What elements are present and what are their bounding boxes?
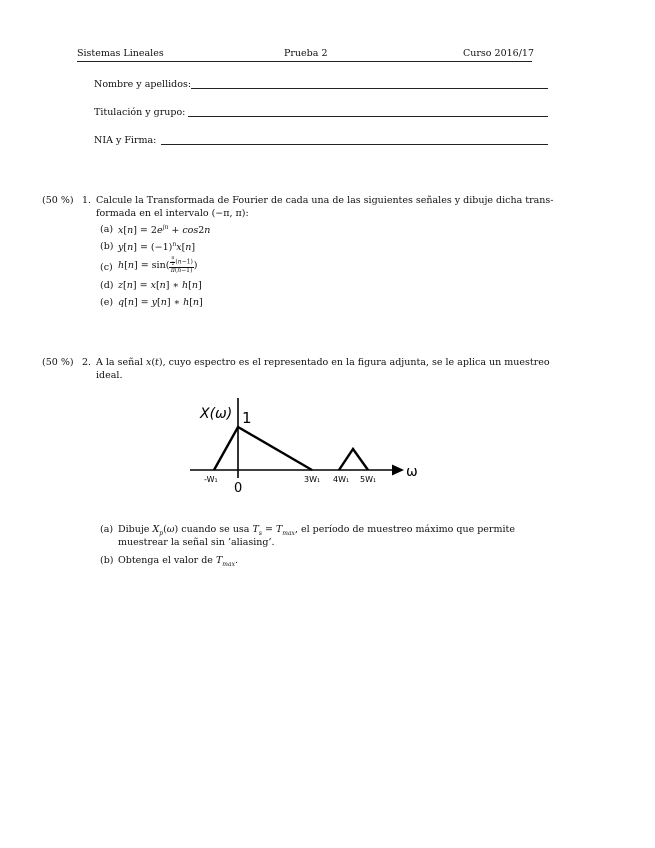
name-field-label: Nombre y apellidos: <box>94 79 192 90</box>
q1-item-b-expr: $y[n] = (-1)^nx[n]$ <box>118 241 196 254</box>
q1-statement-line1: Calcule la Transformada de Fourier de cada una de las siguientes señales y dibuje dicha trans- <box>96 195 554 206</box>
course-name: Sistemas Lineales <box>77 48 164 59</box>
nia-field-label: NIA y Firma: <box>94 135 157 146</box>
q1-item-a-tag: (a) <box>100 224 114 235</box>
name-field-line[interactable] <box>191 88 548 89</box>
spectrum-main-triangle <box>214 427 312 470</box>
tick-label-4w1: 4W₁ <box>333 475 350 484</box>
course-year: Curso 2016/17 <box>463 48 535 59</box>
tick-label-zero: 0 <box>234 481 243 496</box>
q2-item-a-tag: (a) <box>100 524 114 535</box>
figure-ylabel: X(ω) <box>200 406 233 422</box>
q1-item-a-expr: $x[n] = 2e^{jn} + \cos 2n$ <box>118 224 211 237</box>
degree-field-line[interactable] <box>188 116 548 117</box>
q1-item-d-tag: (d) <box>100 280 114 291</box>
q2-statement-line1: A la señal x(t), cuyo espectro es el representado en la figura adjunta, se le aplica un muestreo <box>96 357 550 368</box>
header-rule <box>77 61 532 62</box>
q1-item-d-expr: z[n] = x[n] ∗ h[n] <box>118 280 202 291</box>
figure-peak-label: 1 <box>242 409 252 427</box>
q1-item-e-expr: q[n] = y[n] ∗ h[n] <box>118 297 203 308</box>
q1-item-c-expr: h[n] = sin( $\frac{\pi}{2}$ (n−1) π(n−1) ) <box>118 256 198 274</box>
q1-statement-line2: formada en el intervalo (−π, π): <box>96 208 249 219</box>
q2-statement-line2: ideal. <box>96 370 123 381</box>
nia-field-line[interactable] <box>161 144 548 145</box>
degree-field-label: Titulación y grupo: <box>94 107 186 118</box>
q2-item-a-line2: muestrear la señal sin ’aliasing’. <box>118 537 275 548</box>
spectrum-small-triangle <box>339 449 368 470</box>
x-axis-arrow-icon <box>392 465 404 476</box>
q2-number: 2. <box>82 357 92 368</box>
tick-label-3w1: 3W₁ <box>304 475 321 484</box>
q1-item-c-tag: (c) <box>100 262 113 273</box>
q2-item-a-line1: Dibuje $X_p(\omega)$ cuando se usa $T_s = T_{max}$, el período de muestreo máximo que permite <box>118 524 515 537</box>
q1-item-e-tag: (e) <box>100 297 114 308</box>
q2-item-b-line1: Obtenga el valor de $T_{max}$. <box>118 555 238 568</box>
q1-item-b-tag: (b) <box>100 241 114 252</box>
q2-weight: (50 %) <box>42 357 74 368</box>
tick-label-5w1: 5W₁ <box>360 475 377 484</box>
figure-xlabel: ω <box>406 464 418 480</box>
exam-title: Prueba 2 <box>284 48 328 59</box>
tick-label-neg-w1: -W₁ <box>204 475 218 484</box>
q1-weight: (50 %) <box>42 195 74 206</box>
q2-item-b-tag: (b) <box>100 555 114 566</box>
q1-number: 1. <box>82 195 92 206</box>
